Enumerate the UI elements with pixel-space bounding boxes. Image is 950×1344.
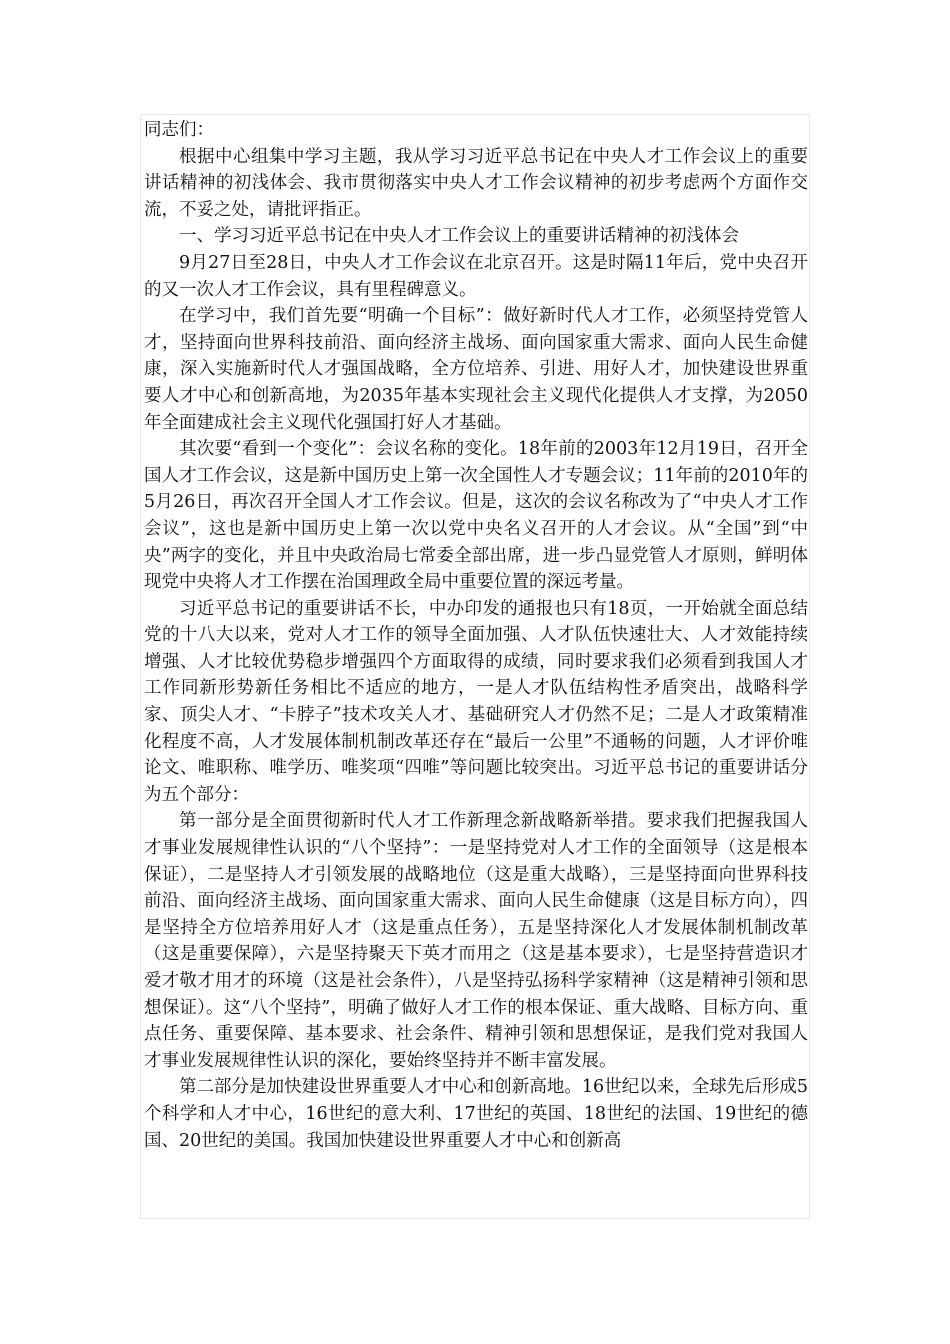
paragraph-intro: 根据中心组集中学习主题，我从学习习近平总书记在中央人才工作会议上的重要讲话精神的初浅体会、我市贯彻落实中央人才工作会议精神的初步考虑两个方面作交流，不妥之处，请批评指正。 [144,146,808,220]
salutation: 同志们： [144,120,214,140]
paragraph-part-one: 第一部分是全面贯彻新时代人才工作新理念新战略新举措。要求我们把握我国人才事业发展规律性认识的“八个坚持”：一是坚持党对人才工作的全面领导（这是根本保证），二是坚持人才引领发展的战略地位（这是重大战略），三是坚持面向世界科技前沿、面向经济主战场、面向国家重大需求、面向人民生命健康（这是目标方向），四是坚持全方位培养用好人才（这是重点任务），五是坚持深化人才发展体制机制改革（这是重要保障），六是坚持聚天下英才而用之（这是基本要求），七是坚持营造识才爱才敬才用才的环境（这是社会条件），八是坚持弘扬科学家精神（这是精神引领和思想保证）。这“八个坚持”，明确了做好人才工作的根本保证、重大战略、目标方向、重点任务、重要保障、基本要求、社会条件、精神引领和思想保证，是我们党对我国人才事业发展规律性认识的深化，要始终坚持并不断丰富发展。 [144,811,808,1071]
document-body [144,117,808,1154]
paragraph-meeting-date: 9月27日至28日，中央人才工作会议在北京召开。这是时隔11年后，党中央召开的又一次人才工作会议，具有里程碑意义。 [144,252,808,300]
paragraph-speech-summary: 习近平总书记的重要讲话不长，中办印发的通报也只有18页，一开始就全面总结党的十八大以来，党对人才工作的领导全面加强、人才队伍快速壮大、人才效能持续增强、人才比较优势稳步增强四个方面取得的成绩，同时要求我们必须看到我国人才工作同新形势新任务相比不适应的地方，一是人才队伍结构性矛盾突出，战略科学家、顶尖人才、“卡脖子”技术攻关人才、基础研究人才仍然不足；二是人才政策精准化程度不高，人才发展体制机制改革还存在“最后一公里”不通畅的问题，人才评价唯论文、唯职称、唯学历、唯奖项“四唯”等问题比较突出。习近平总书记的重要讲话分为五个部分： [144,598,808,805]
paragraph-part-two: 第二部分是加快建设世界重要人才中心和创新高地。16世纪以来，全球先后形成5个科学和人才中心，16世纪的意大利、17世纪的英国、18世纪的法国、19世纪的德国、20世纪的美国。我国加快建设世界重要人才中心和创新高 [144,1077,808,1151]
section-heading-1: 一、学习习近平总书记在中央人才工作会议上的重要讲话精神的初浅体会 [179,226,739,247]
paragraph-one-change: 其次要“看到一个变化”：会议名称的变化。18年前的2003年12月19日，召开全国人才工作会议，这是新中国历史上第一次全国性人才专题会议；11年前的2010年的5月26日，再次召开全国人才工作会议。但是，这次的会议名称改为了“中央人才工作会议”，这也是新中国历史上第一次以党中央名义召开的人才会议。从“全国”到“中央”两字的变化，并且中央政治局七常委全部出席，进一步凸显党管人才原则，鲜明体现党中央将人才工作摆在治国理政全局中重要位置的深远考量。 [144,439,808,593]
paragraph-one-goal: 在学习中，我们首先要“明确一个目标”：做好新时代人才工作，必须坚持党管人才，坚持面向世界科技前沿、面向经济主战场、面向国家重大需求、面向人民生命健康，深入实施新时代人才强国战略，全方位培养、引进、用好人才，加快建设世界重要人才中心和创新高地，为2035年基本实现社会主义现代化提供人才支撑，为2050年全面建成社会主义现代化强国打好人才基础。 [144,306,808,433]
